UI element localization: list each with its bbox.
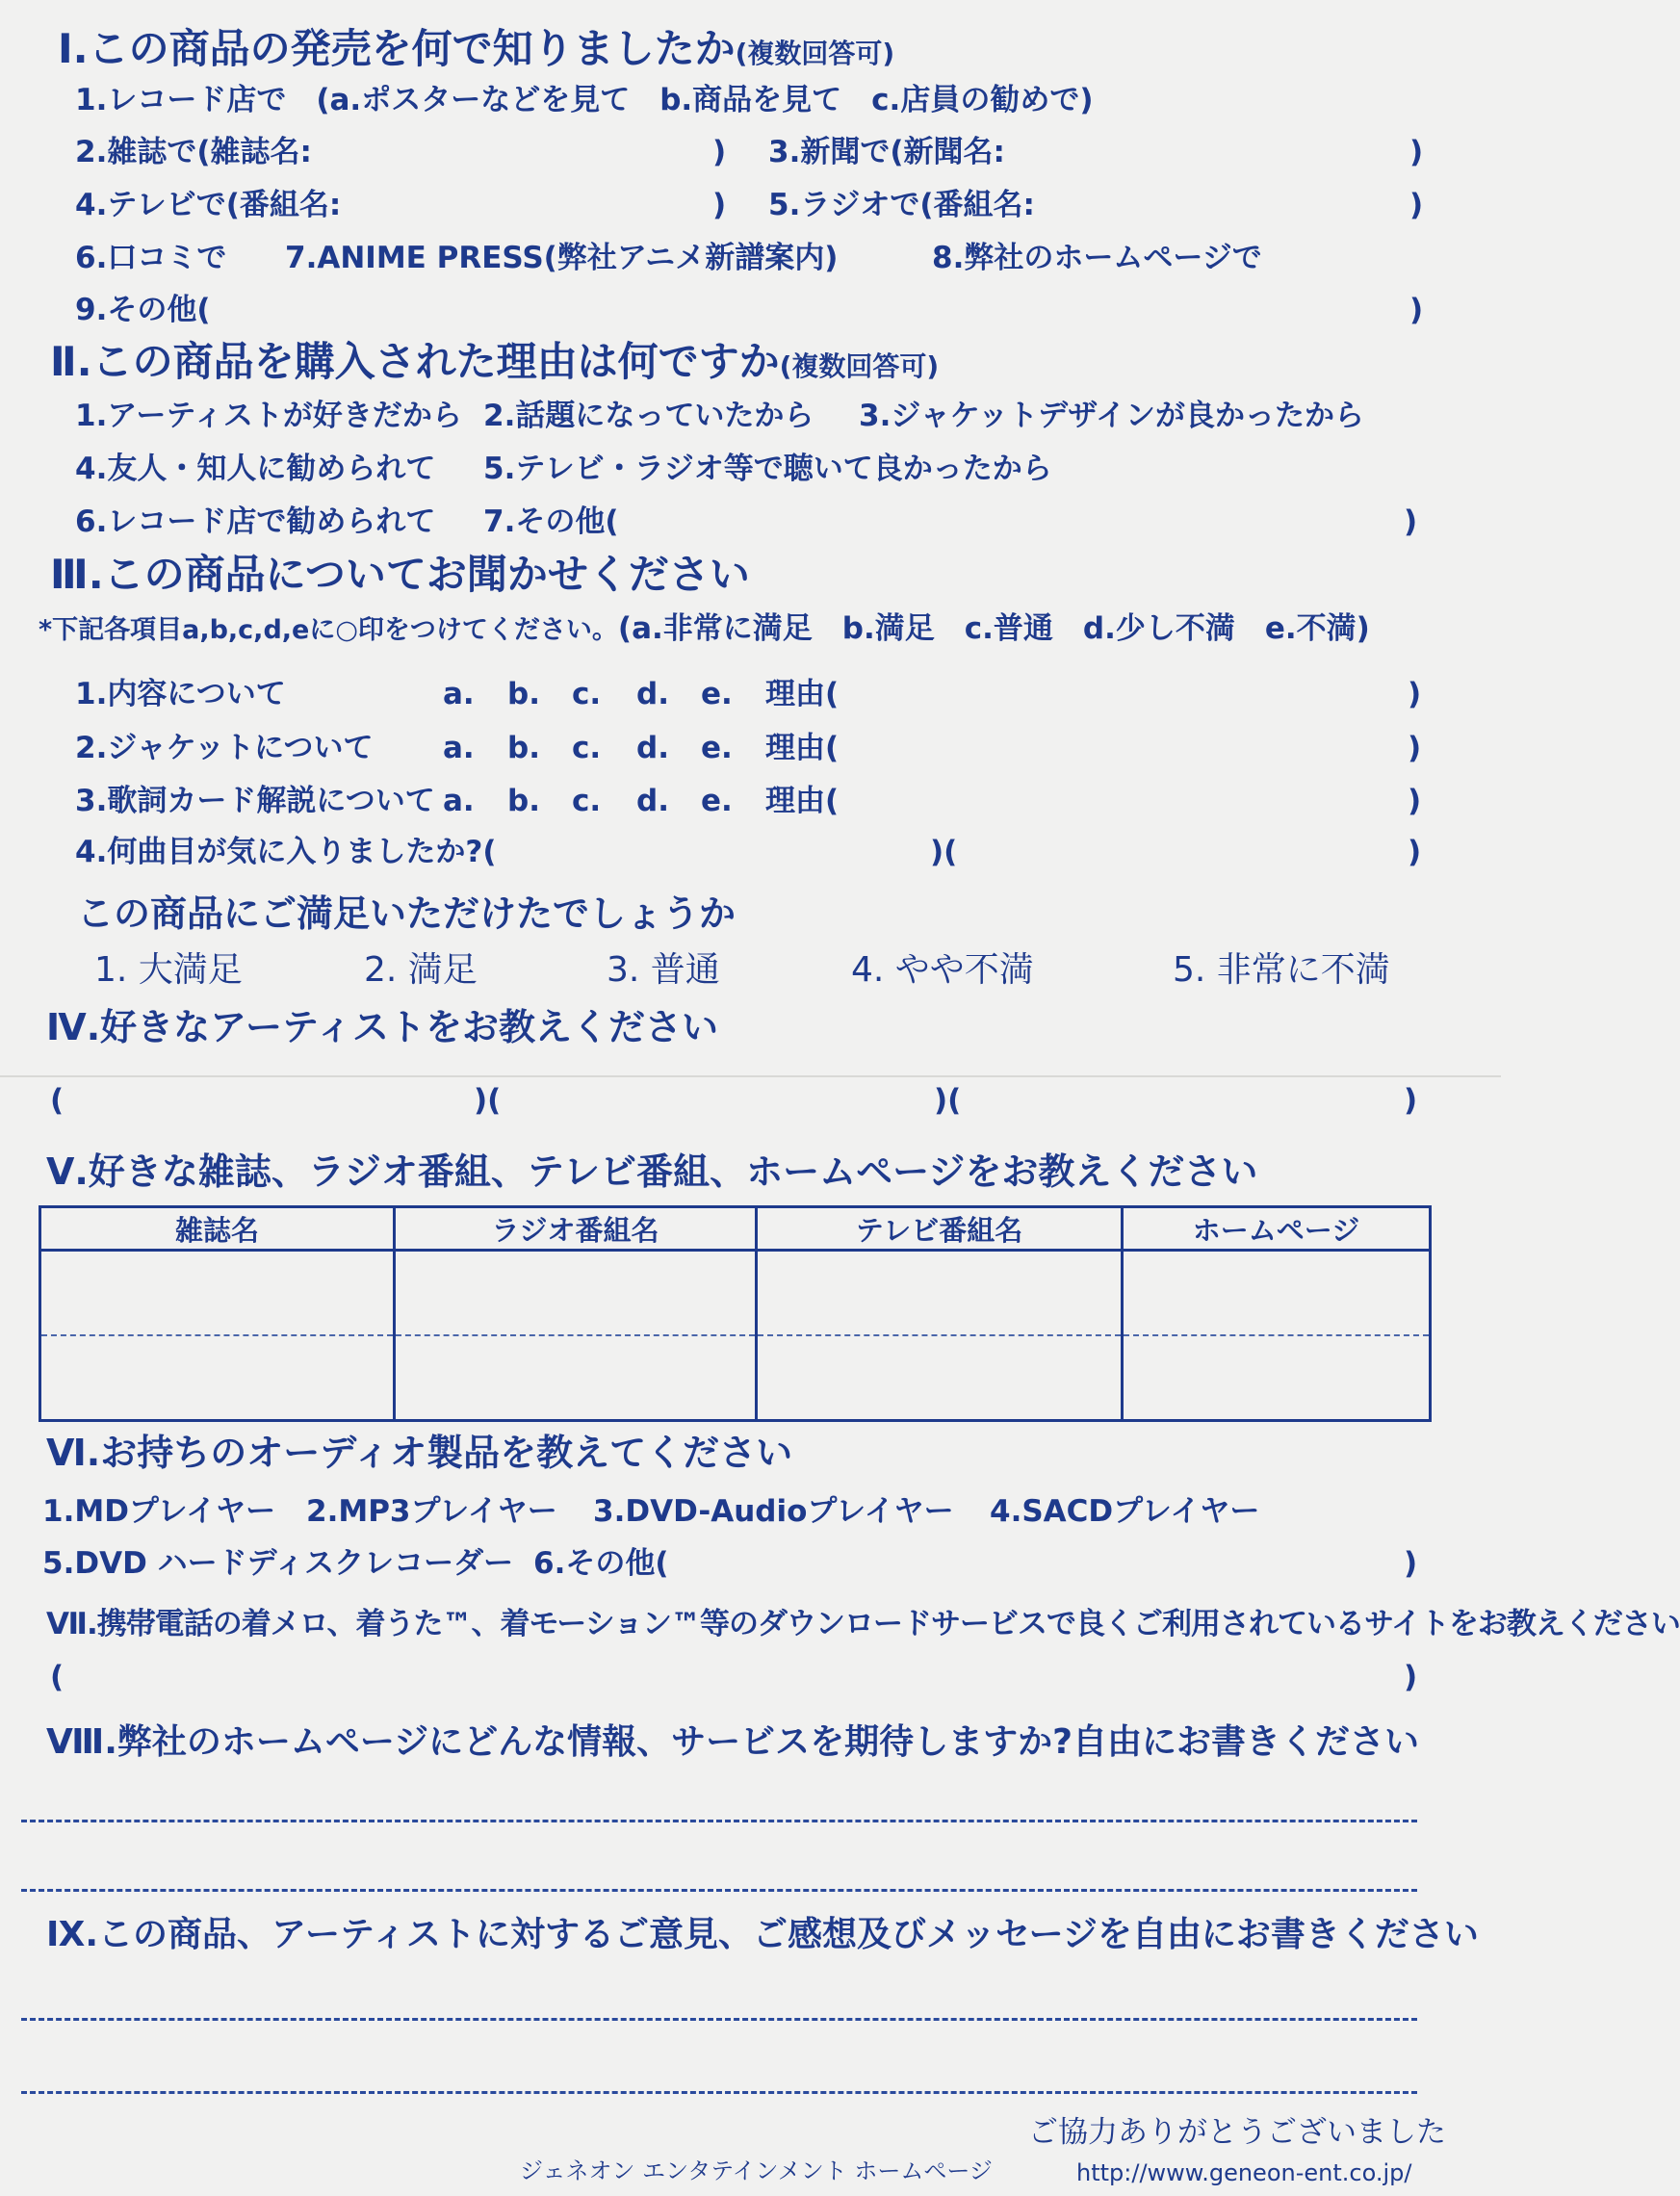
choice-d: d.	[636, 677, 669, 711]
table-cell	[1123, 1251, 1431, 1336]
q3-scale: (a.非常に満足 b.満足 c.普通 d.少し不満 e.不満)	[617, 611, 1370, 646]
q3-close-paren: )	[1408, 677, 1422, 711]
table-cell	[40, 1335, 395, 1421]
q3-item-2: 2.ジャケットについて	[75, 731, 374, 765]
q1-option-1: 1.レコード店で (a.ポスターなどを見て b.商品を見て c.店員の勧めで)	[75, 83, 1094, 117]
q1-note: (複数回答可)	[735, 38, 895, 69]
column-magazine: 雑誌名	[40, 1207, 395, 1251]
choice-d: d.	[636, 731, 669, 765]
satisfaction-option-3: 3. 普通	[607, 950, 720, 990]
q2-note: (複数回答可)	[779, 350, 940, 382]
reason-label: 理由(	[765, 677, 840, 711]
table-cell	[395, 1251, 757, 1336]
q2-option-1: 1.アーティストが好きだから	[75, 399, 462, 433]
q1-option-8: 8.弊社のホームページで	[932, 241, 1262, 275]
q7-close-paren: )	[1404, 1660, 1418, 1694]
writing-line	[21, 1820, 1417, 1822]
choice-c: c.	[572, 677, 602, 711]
q6-option-4: 4.SACDプレイヤー	[990, 1494, 1260, 1529]
q2-title-text: Ⅱ.この商品を購入された理由は何ですか	[50, 338, 780, 385]
satisfaction-option-1: 1. 大満足	[94, 950, 243, 990]
writing-line	[21, 1889, 1417, 1892]
q6-option-2: 2.MP3プレイヤー	[306, 1494, 557, 1529]
q2-option-3: 3.ジャケットデザインが良かったから	[859, 399, 1365, 433]
column-homepage: ホームページ	[1123, 1207, 1431, 1251]
table-cell	[1123, 1335, 1431, 1421]
q1-option-2: 2.雑誌で(雑誌名:	[75, 135, 312, 169]
choice-a: a.	[443, 677, 475, 711]
choice-a: a.	[443, 784, 475, 818]
q1-title-text: Ⅰ.この商品の発売を何で知りましたか	[58, 25, 736, 72]
reason-label: 理由(	[765, 731, 840, 765]
q6-option-1: 1.MDプレイヤー	[42, 1494, 276, 1529]
q4-close-paren: )	[1404, 1083, 1418, 1118]
table-header	[40, 1207, 1431, 1251]
homepage-link[interactable]: http://www.geneon-ent.co.jp/	[1076, 2159, 1412, 2186]
writing-line	[21, 2018, 1417, 2021]
q4-title: Ⅳ.好きなアーティストをお教えください	[46, 1006, 719, 1048]
q4-open-paren: (	[50, 1083, 65, 1118]
q2-option-7: 7.その他(	[483, 504, 619, 539]
q6-title: Ⅵ.お持ちのオーディオ製品を教えてください	[46, 1432, 793, 1474]
satisfaction-option-2: 2. 満足	[364, 950, 478, 990]
q6-option-3: 3.DVD-Audioプレイヤー	[593, 1494, 954, 1529]
q2-close-paren: )	[1404, 504, 1418, 539]
choice-a: a.	[443, 731, 475, 765]
q1-close-paren: )	[1409, 293, 1424, 327]
q3-instruction-text: *下記各項目a,b,c,d,eに○印をつけてください。	[39, 615, 618, 645]
choice-e: e.	[701, 677, 733, 711]
table-row	[40, 1251, 1431, 1336]
q1-option-5: 5.ラジオで(番組名:	[768, 188, 1035, 222]
q3-close-paren: )	[1408, 731, 1422, 765]
table-cell	[40, 1251, 395, 1336]
q1-close-paren: )	[1409, 135, 1424, 169]
reason-label: 理由(	[765, 784, 840, 818]
writing-line	[21, 2091, 1417, 2094]
q2-option-4: 4.友人・知人に勧められて	[75, 452, 436, 486]
table-cell	[395, 1335, 757, 1421]
q9-title: Ⅸ.この商品、アーティストに対するご意見、ご感想及びメッセージを自由にお書きください	[46, 1915, 1479, 1954]
q7-open-paren: (	[50, 1660, 65, 1694]
q1-close-paren: )	[712, 135, 727, 169]
q3-paren-pair: )(	[930, 835, 958, 869]
choice-e: e.	[701, 784, 733, 818]
q3-favorite-track: 4.何曲目が気に入りましたか?(	[75, 835, 497, 869]
q1-close-paren: )	[1409, 188, 1424, 222]
fold-line	[0, 1075, 1501, 1077]
choice-c: c.	[572, 784, 602, 818]
q1-title	[58, 25, 895, 72]
q6-close-paren: )	[1404, 1546, 1418, 1581]
satisfaction-option-5: 5. 非常に不満	[1173, 950, 1390, 990]
satisfaction-option-4: 4. やや不満	[851, 950, 1034, 990]
q5-title: Ⅴ.好きな雑誌、ラジオ番組、テレビ番組、ホームページをお教えください	[46, 1150, 1258, 1193]
column-radio: ラジオ番組名	[395, 1207, 757, 1251]
q1-option-4: 4.テレビで(番組名:	[75, 188, 342, 222]
media-table	[39, 1205, 1432, 1422]
q1-option-3: 3.新聞で(新聞名:	[768, 135, 1005, 169]
q3-item-1: 1.内容について	[75, 677, 286, 711]
q3-close-paren: )	[1408, 784, 1422, 818]
choice-c: c.	[572, 731, 602, 765]
q2-option-2: 2.話題になっていたから	[483, 399, 814, 433]
q4-paren-pair: )(	[474, 1083, 502, 1118]
q1-option-7: 7.ANIME PRESS(弊社アニメ新譜案内)	[285, 241, 839, 275]
choice-b: b.	[507, 731, 540, 765]
q2-title	[50, 338, 940, 385]
q1-close-paren: )	[712, 188, 727, 222]
q1-option-9: 9.その他(	[75, 293, 211, 327]
q3-title: Ⅲ.この商品についてお聞かせください	[50, 551, 750, 598]
q3-instruction	[39, 611, 1370, 646]
table-cell	[757, 1335, 1123, 1421]
q3-close-paren: )	[1408, 835, 1422, 869]
company-name: ジェネオン エンタテインメント ホームページ	[520, 2157, 993, 2184]
choice-e: e.	[701, 731, 733, 765]
q7-title: Ⅶ.携帯電話の着メロ、着うた™、着モーション™等のダウンロードサービスで良くご利用されているサイトをお教えください	[46, 1607, 1680, 1641]
q8-title: Ⅷ.弊社のホームページにどんな情報、サービスを期待しますか?自由にお書きください	[46, 1722, 1420, 1762]
column-tv: テレビ番組名	[757, 1207, 1123, 1251]
choice-b: b.	[507, 784, 540, 818]
table-cell	[757, 1251, 1123, 1336]
choice-d: d.	[636, 784, 669, 818]
q1-option-6: 6.口コミで	[75, 241, 227, 275]
q6-option-5: 5.DVD ハードディスクレコーダー	[42, 1546, 514, 1581]
q2-option-6: 6.レコード店で勧められて	[75, 504, 436, 539]
table-row	[40, 1335, 1431, 1421]
satisfaction-title: この商品にご満足いただけたでしょうか	[77, 892, 737, 935]
choice-b: b.	[507, 677, 540, 711]
q3-item-3: 3.歌詞カード解説について	[75, 784, 435, 818]
thanks-message: ご協力ありがとうございました	[1028, 2115, 1446, 2150]
q4-paren-pair: )(	[934, 1083, 962, 1118]
q2-option-5: 5.テレビ・ラジオ等で聴いて良かったから	[483, 452, 1052, 486]
q6-option-6: 6.その他(	[533, 1546, 669, 1581]
